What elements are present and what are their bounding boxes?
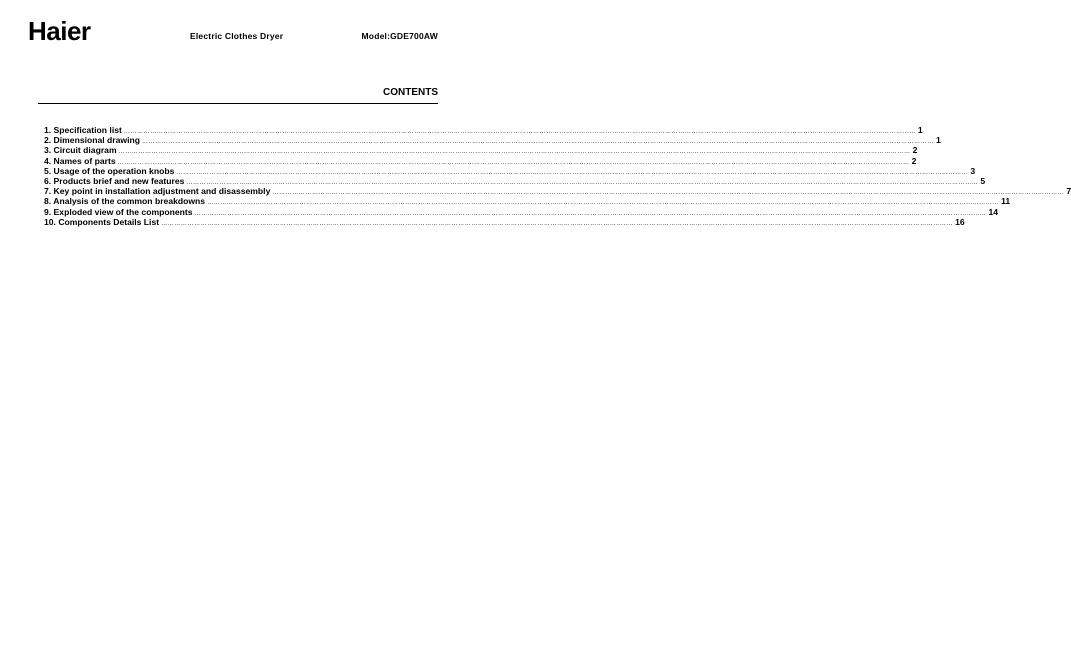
toc-item-label: 6. Products brief and new features (44, 175, 185, 186)
toc-item-label: 2. Dimensional drawing (44, 135, 140, 146)
toc-leader-dots: ……………………………………………………………………………………………………………………………………………………………………………………………………………………………………………………………………………………………………………………………… (272, 190, 1065, 197)
toc-leader-dots: ……………………………………………………………………………………………………………………………………………………………………………………………………………………………………………………………………………………………………………………………… (194, 210, 987, 217)
toc-leader-dots: ……………………………………………………………………………………………………………………………………………………………………………………………………………………………………………………………………………………………………………………………… (207, 200, 1000, 207)
document-title: Electric Clothes Dryer (190, 31, 284, 41)
toc-item-label: 5. Usage of the operation knobs (44, 165, 175, 176)
toc-item-page: 1 (935, 135, 941, 146)
brand-logo: Haier (28, 16, 91, 46)
table-of-contents (44, 125, 1071, 227)
toc-item-label: 9. Exploded view of the components (44, 206, 193, 217)
toc-item[interactable] (44, 165, 976, 176)
toc-leader-dots: ……………………………………………………………………………………………………………………………………………………………………………………………………………………………………………………………………………………………………………………………… (141, 139, 934, 146)
toc-item-page: 14 (988, 206, 999, 217)
toc-leader-dots: ……………………………………………………………………………………………………………………………………………………………………………………………………………………………………………………………………………………………………………………………… (176, 169, 969, 176)
contents-heading: CONTENTS (383, 87, 438, 98)
toc-item[interactable] (44, 206, 999, 217)
toc-item-label: 10. Components Details List (44, 216, 160, 227)
toc-item[interactable] (44, 175, 986, 186)
toc-item-page: 1 (917, 125, 923, 135)
toc-item[interactable] (44, 216, 965, 227)
header-divider (38, 103, 438, 104)
toc-item-page: 2 (912, 145, 918, 156)
toc-item[interactable] (44, 145, 918, 156)
toc-item[interactable] (44, 155, 917, 166)
toc-leader-dots: ……………………………………………………………………………………………………………………………………………………………………………………………………………………………………………………………………………………………………………………………… (186, 179, 979, 186)
toc-item[interactable] (44, 125, 923, 135)
toc-item-label: 3. Circuit diagram (44, 145, 117, 156)
toc-item-page: 7 (1066, 186, 1071, 197)
toc-item-label: 4. Names of parts (44, 155, 116, 166)
toc-item[interactable] (44, 196, 1011, 207)
toc-item[interactable] (44, 186, 1071, 197)
toc-leader-dots: ……………………………………………………………………………………………………………………………………………………………………………………………………………………………………………………………………………………………………………………………… (118, 149, 911, 156)
model-number: Model:GDE700AW (361, 31, 438, 41)
toc-item-label: 8. Analysis of the common breakdowns (44, 196, 206, 207)
toc-item-label: 7. Key point in installation adjustment and disassembly (44, 186, 271, 197)
toc-leader-dots: ……………………………………………………………………………………………………………………………………………………………………………………………………………………………………………………………………………………………………………………………… (117, 159, 910, 166)
toc-item-page: 3 (970, 165, 976, 176)
toc-item-page: 2 (911, 155, 917, 166)
toc-leader-dots: ……………………………………………………………………………………………………………………………………………………………………………………………………………………………………………………………………………………………………………………………… (161, 220, 954, 227)
toc-item-label: 1. Specification list (44, 125, 122, 135)
toc-item-page: 5 (980, 175, 986, 186)
toc-item-page: 11 (1001, 196, 1011, 207)
toc-leader-dots: ……………………………………………………………………………………………………………………………………………………………………………………………………………………………………………………………………………………………………………………………… (123, 129, 916, 135)
toc-item[interactable] (44, 135, 941, 146)
toc-item-page: 16 (955, 216, 965, 227)
